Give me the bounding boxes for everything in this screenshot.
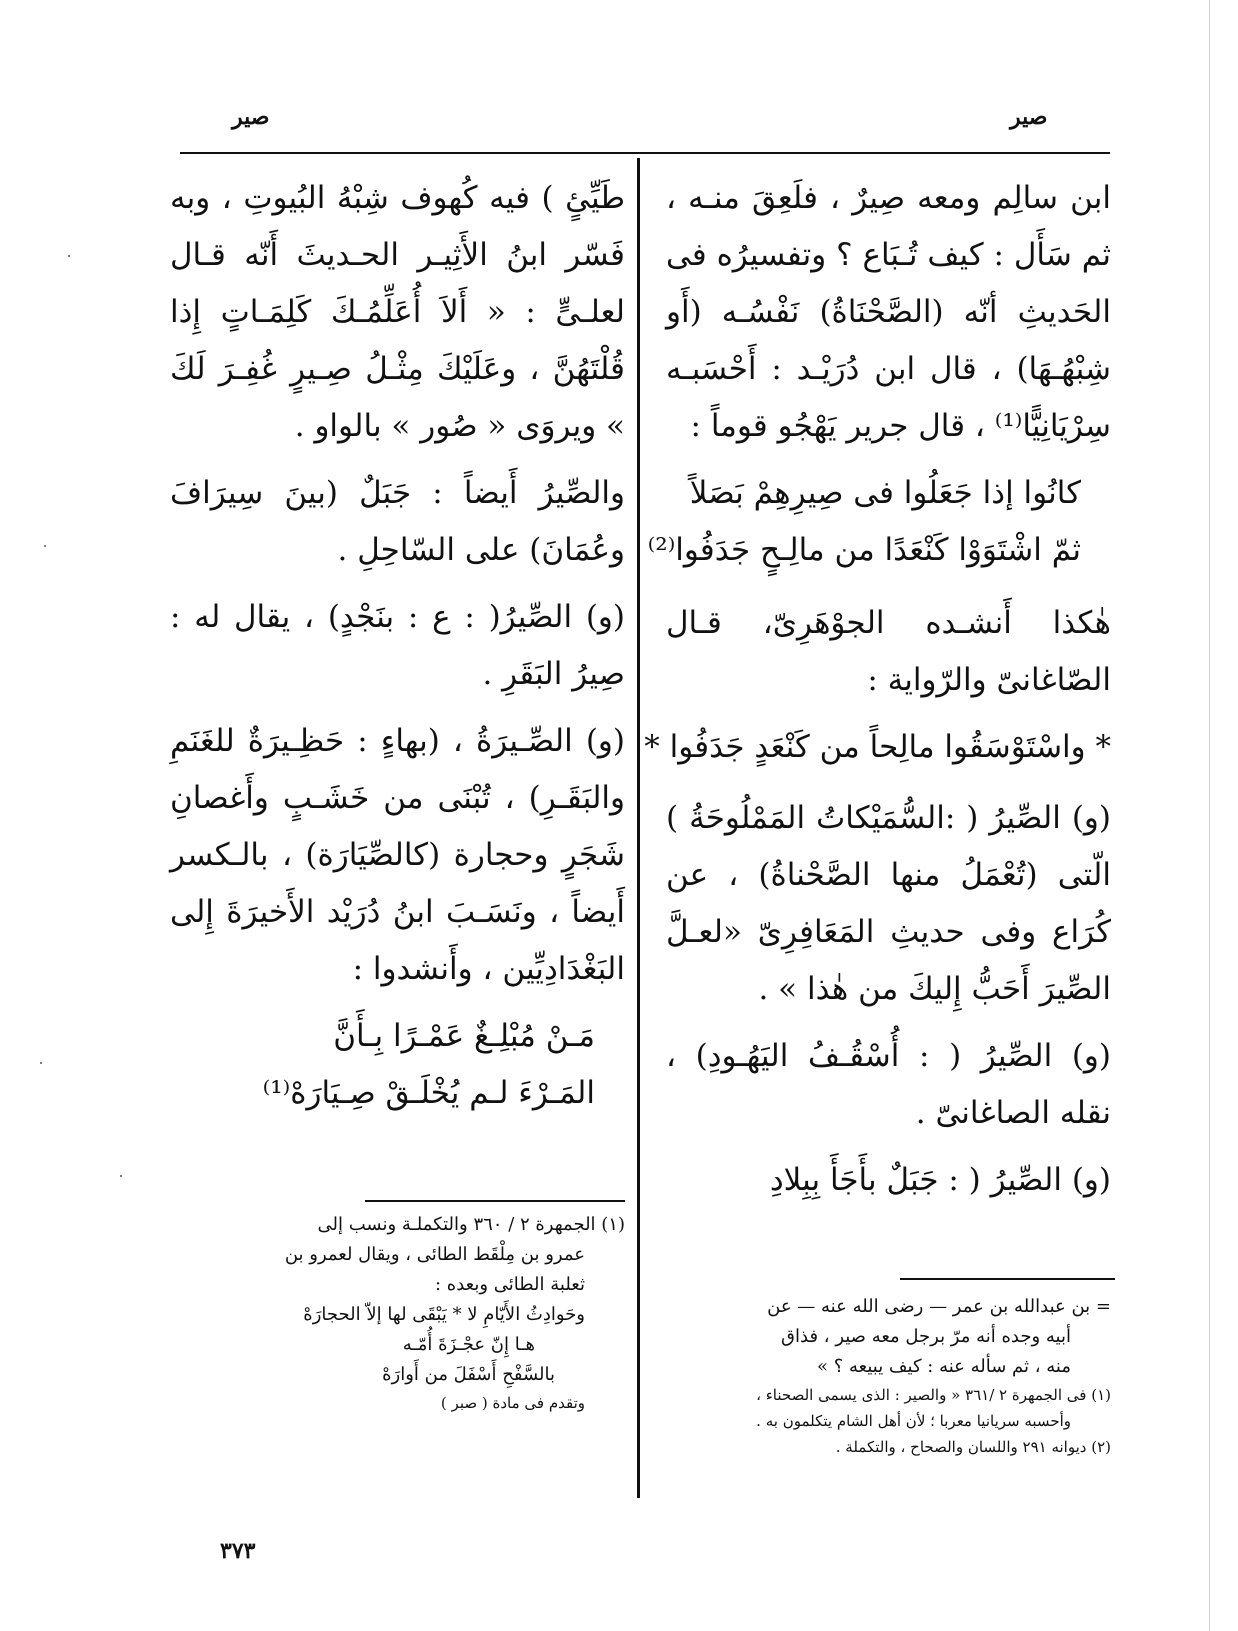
header-rule [180, 152, 1110, 154]
footnote-rule [365, 1200, 625, 1202]
footnote-verse-line: هـا إِنّ عجْـزَةَ أُمّـه [402, 1334, 535, 1355]
entry-paragraph: (و) الصِّيرُ ( : جَبَلٌ بأَجَأَ بِبِلادِ [769, 1162, 1111, 1198]
footnote-line: (١) فى الجمهرة ٢ /٣٦١ « والصير : الذى يسمى الصحناء ، [756, 1386, 1111, 1404]
page-number: ٣٧٣ [220, 1538, 256, 1564]
entry-paragraph: ابن سالِم ومعه صِيرٌ ، فلَعِقَ منـه ، ثم سَأَل : كيف تُـبَاع ؟ وتفسيرُه فى الحَديثِ أنّه (الصَّحْنَاةُ) نَفْسُـه (أَو شِبْهُـهَا) ، قال ابن دُرَيْـد : أَحْسَبـه سِرْيَانِيًّا⁽¹⁾ ، قال جرير يَهْجُو قوماً : [666, 180, 1111, 444]
left-column [170, 170, 625, 1138]
entry-paragraph: هٰكذا أَنشـده الجوْهَرِىّ، قـال الصّاغانىّ والرّواية : [666, 605, 1111, 698]
poem-verse [170, 1008, 625, 1122]
footnotes-left [170, 1210, 625, 1416]
entry-paragraph: (و) الصِّـيرَةُ ، (بهاءٍ : حَظِـيرَةٌ للغَنَمِ والبَقَـرِ) ، تُبْنَى من خَشَـبٍ وأَغصانِ شَجَرٍ وحجارة (كالصِّيَارَة) ، بالـكسر أَيضاً ، ونَسَـبَ ابنُ دُرَيْد الأَخيرَةَ إِلى البَغْدَادِيِّين ، وأَنشدوا : [170, 723, 625, 987]
footnote-verse-line: بالسَّفْحِ أَسْفَلَ من أَوارَهْ [382, 1364, 555, 1385]
speck [68, 255, 70, 257]
footnote-line: ثعلبة الطائى وبعده : [435, 1274, 585, 1295]
speck [120, 1175, 122, 1177]
verse-hemistich: * واسْتَوْسَقُوا مالِحاً من كَنْعَدٍ جَدَفُوا * [644, 729, 1111, 765]
speck [44, 545, 46, 547]
footnote-line: منه ، ثم سأله عنه : كيف يبيعه ؟ » [816, 1356, 1071, 1377]
speck [40, 1062, 42, 1064]
column-divider [637, 158, 640, 1498]
entry-paragraph: (و) الصِّيرُ( : ع : بنَجْدٍ) ، يقال له : صِيرُ البَقَرِ . [170, 599, 625, 692]
entry-paragraph: (و) الصِّيرُ ( : أُسْقُـفُ اليَهُـودِ) ، نقله الصاغانىّ . [666, 1038, 1111, 1131]
footnote-line: (٢) ديوانه ٢٩١ واللسان والصحاح ، والتكملة . [835, 1438, 1111, 1456]
footnote-line: وتقدم فى مادة ( صبر ) [440, 1394, 585, 1412]
running-head-left: صير [232, 104, 270, 130]
entry-paragraph: والصِّيرُ أَيضاً : جَبَلٌ (بينَ سِيرَافَ وعُمَانَ) على السّاحِلِ . [170, 475, 625, 568]
footnote-line: أبيه وجده أنه مرّ برجل معه صير ، فذاق [781, 1326, 1071, 1347]
poem-verse [647, 465, 1111, 579]
scan-edge-line [1209, 0, 1210, 1631]
verse-line: ثمّ اشْتَوَوْا كَنْعَدًا من مالِـحٍ جَدَفُوا⁽²⁾ [647, 532, 1081, 568]
entry-paragraph: (و) الصِّيرُ ( :السُّمَيْكاتُ المَمْلُوحَةُ ) الّتى (تُعْمَلُ منها الصَّحْناةُ) ، عن كُرَاع وفى حديثِ المَعَافِرِىّ «لعـلَّ الصِّيرَ أَحَبُّ إِليكَ من هٰذا » . [666, 800, 1111, 1007]
footnotes-right [666, 1292, 1111, 1460]
entry-paragraph: طَيِّئٍ ) فيه كُهوف شِبْهُ البُيوتِ ، وبه فَسّر ابنُ الأَثِيـر الحـديثَ أَنّه قـال لعلـىٍّ : « أَلاَ أُعَلِّمُـكَ كَلِمَـاتٍ إِذا قُلْتَهُنَّ ، وعَلَيْكَ مِثْـلُ صِـيرٍ غُفِـرَ لَكَ » ويروَى « صُور » بالواو . [170, 180, 625, 444]
footnote-line: عمرو بن مِلْقَط الطائى ، ويقال لعمرو بن [284, 1244, 585, 1265]
running-head-right: صير [1010, 104, 1048, 130]
footnote-line: (١) الجمهرة ٢ / ٣٦٠ والتكملـة ونسب إلى [317, 1214, 625, 1235]
footnote-line: وأحسبه سريانيا معربا ؛ لأن أهل الشام يتكلمون به . [756, 1412, 1071, 1430]
footnote-verse-line: وحَوادِثُ الأَيّامِ لا * يَبْقَى لها إلاّ الحجارَهْ [303, 1304, 585, 1325]
footnote-line: = بن عبدالله بن عمر — رضى الله عنه — عن [767, 1296, 1111, 1317]
footnote-rule [900, 1278, 1115, 1280]
verse-line: كانُوا إذا جَعَلُوا فى صِيرِهِمْ بَصَلاً [689, 475, 1081, 511]
verse-line: المَـرْءَ لـم يُخْلَـقْ صِـيَارَهْ⁽¹⁾ [262, 1075, 595, 1111]
verse-line: مَـنْ مُبْلِـغٌ عَمْـرًا بِـأَنَّ [333, 1018, 595, 1054]
right-column [644, 170, 1111, 1219]
